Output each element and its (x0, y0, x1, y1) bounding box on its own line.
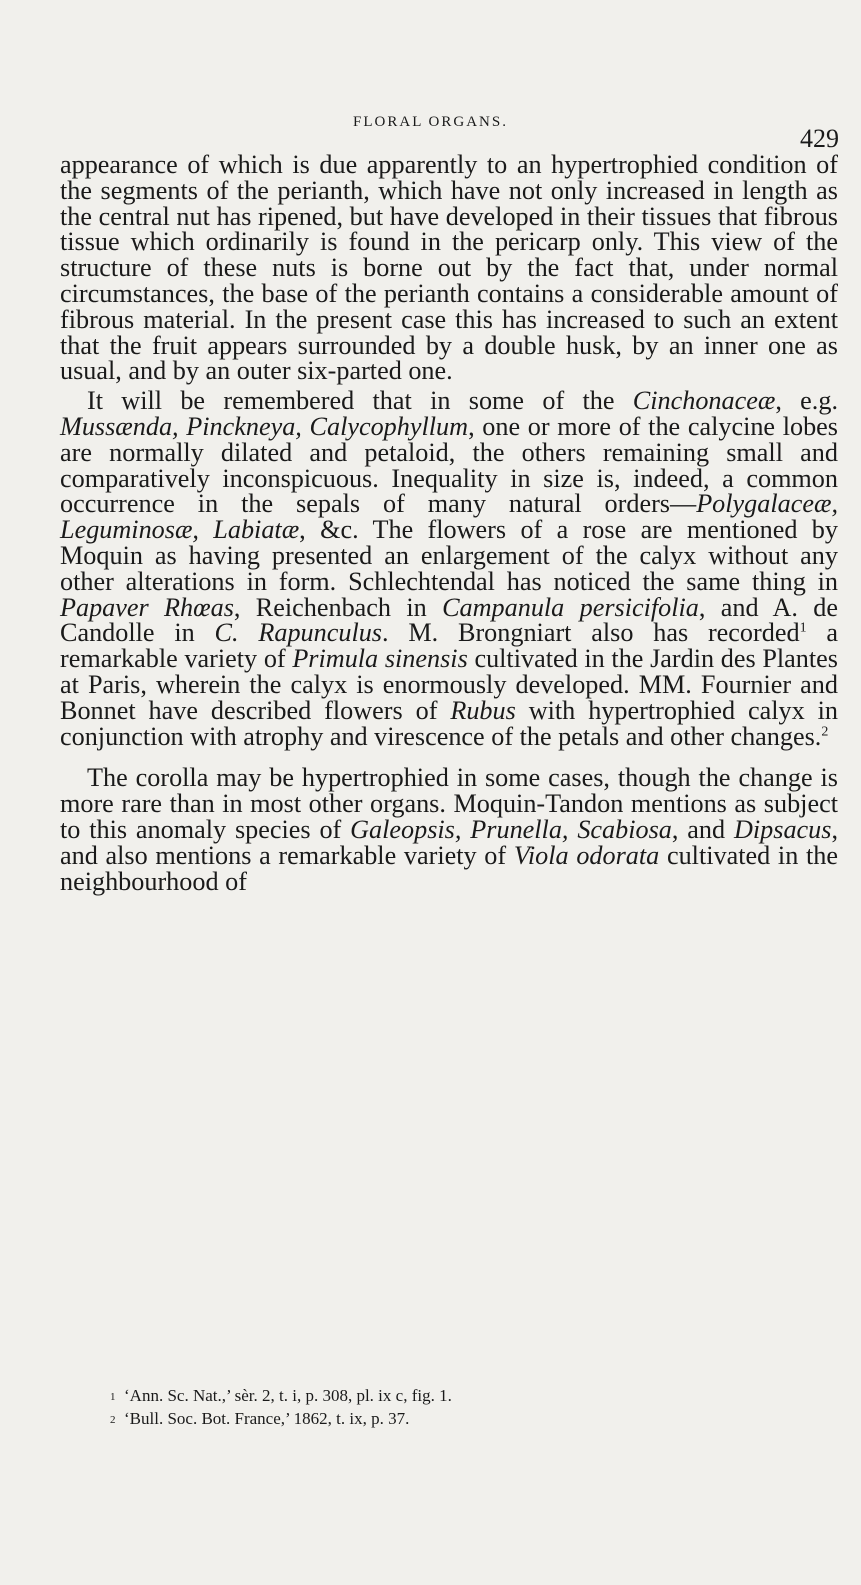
footnote-1 (110, 1385, 810, 1408)
footnote-2 (110, 1408, 810, 1431)
paragraph-1 (60, 152, 838, 384)
text-run: , one or more of the calycine lobes are normally dilated and petaloid, the others remaining small and comparatively inconspicuous. Inequality in size is, indeed, a common occurrence in the sepals of many natural orders— (60, 411, 839, 519)
italic-text: Papaver Rhœas (60, 592, 234, 622)
footnote-text: ‘Ann. Sc. Nat.,’ sèr. 2, t. i, p. 308, pl. ix c, fig. 1. (124, 1386, 452, 1405)
paragraph-3 (60, 765, 838, 894)
text-run: , and (671, 814, 734, 844)
text-run: cultivated in the neighbourhood of (60, 840, 838, 896)
text-run: , e.g. (775, 386, 838, 416)
text-run: , and A. de Candolle in (60, 592, 838, 648)
footnote-number: 2 (110, 1414, 116, 1426)
page-number: 429 (800, 124, 839, 153)
footnote-ref[interactable]: 2 (821, 723, 829, 739)
text-run: , Reichenbach in (233, 592, 443, 622)
text-run: with hypertrophied calyx in conjunction with atrophy and virescence of the petals and other changes. (60, 695, 838, 751)
footnotes (110, 1385, 810, 1431)
footnote-number: 1 (110, 1391, 116, 1403)
italic-text: Dipsacus (733, 814, 832, 844)
italic-text: Cinchonaceæ (632, 386, 776, 416)
italic-text: Viola odorata (513, 840, 660, 870)
footnote-text: ‘Bull. Soc. Bot. France,’ 1862, t. ix, p. 37. (124, 1409, 410, 1428)
italic-text: Galeopsis, Prunella, Scabiosa (350, 814, 672, 844)
text-run: , &c. The flowers of a rose are mentioned by Moquin as having presented an enlargement of the calyx without any other alterations in form. Schlechtendal has noticed the same thing in (60, 515, 838, 596)
running-head: FLORAL ORGANS. (353, 114, 508, 130)
italic-text: Polygalaceæ, Leguminosæ, Labiatæ (60, 489, 838, 545)
italic-text: Campanula persicifolia (442, 592, 699, 622)
text-run: cultivated in the Jardin des Plantes at Paris, wherein the calyx is enormously developed. MM. Fournier and Bonnet have described flowers of (60, 644, 838, 725)
italic-text: Rubus (450, 695, 516, 725)
paragraph-2 (60, 388, 838, 749)
text-run: The corolla may be hypertrophied in some cases, though the change is more rare than in most other organs. Moquin-Tandon mentions as subject to this anomaly species of (60, 763, 838, 844)
body-text (60, 152, 838, 894)
text-run: appearance of which is due apparently to an hypertrophied condition of the segments of the perianth, which have not only increased in length as the central nut has ripened, but have developed in their tissues that fibrous tissue which ordinarily is found in the pericarp only. This view of the structure of these nuts is borne out by the fact that, under normal circumstances, the base of the perianth contains a considerable amount of fibrous material. In the present case this has increased to such an extent that the fruit appears surrounded by a double husk, by an inner one as usual, and by an outer six-parted one. (60, 150, 838, 386)
text-run: a remarkable variety of (60, 618, 838, 674)
italic-text: Primula sinensis (292, 644, 468, 674)
text-run: . M. Brongniart also has recorded (382, 618, 800, 648)
text-run: It will be remembered that in some of the (87, 386, 633, 416)
text-run: , and also mentions a remarkable variety of (60, 814, 838, 870)
italic-text: C. Rapunculus (214, 618, 382, 648)
italic-text: Mussænda, Pinckneya, Calycophyllum (60, 411, 469, 441)
footnote-ref[interactable]: 1 (799, 620, 807, 636)
